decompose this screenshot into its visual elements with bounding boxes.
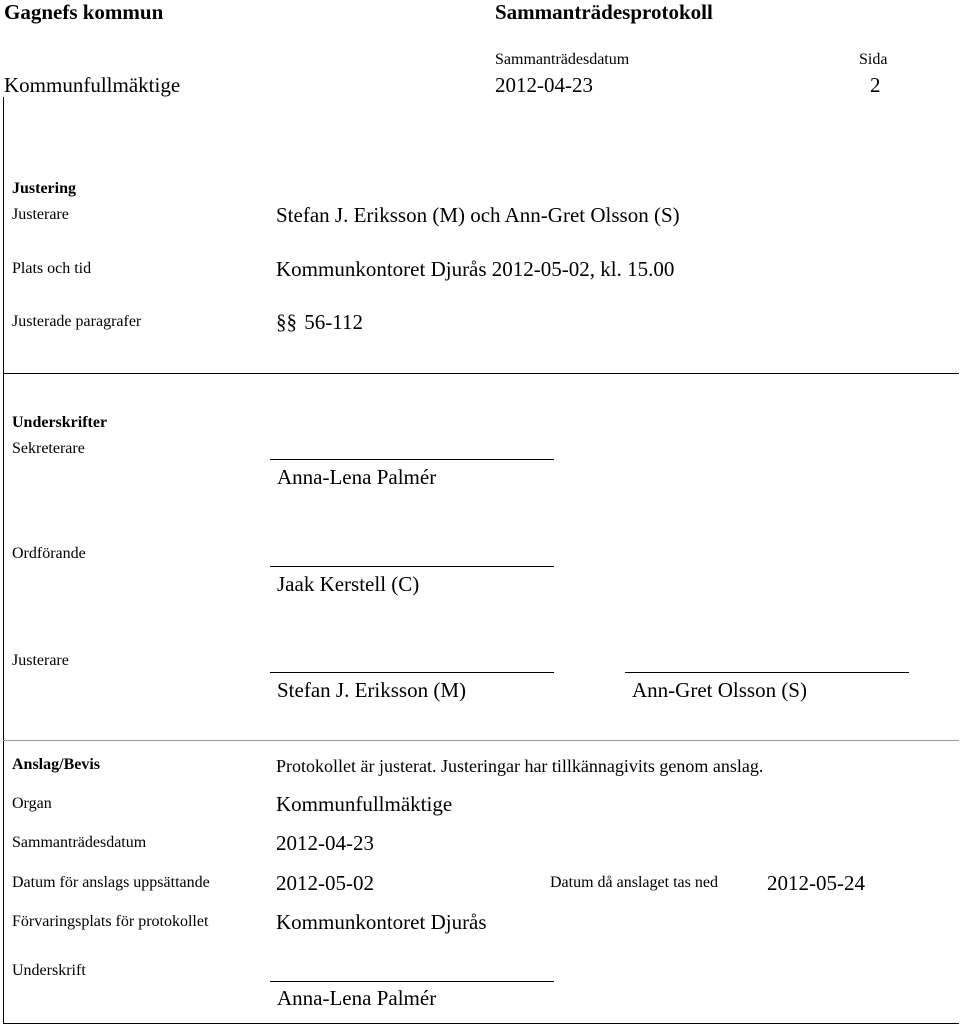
plats-label: Plats och tid xyxy=(12,260,92,277)
justerare-2-name: Ann-Gret Olsson (S) xyxy=(632,678,807,702)
underskrift-label: Underskrift xyxy=(12,962,86,979)
sekreterare-name: Anna-Lena Palmér xyxy=(277,465,437,489)
meeting-date-label: Sammanträdesdatum xyxy=(495,51,630,68)
ordforande-name: Jaak Kerstell (C) xyxy=(277,572,420,596)
organ-value: Kommunfullmäktige xyxy=(276,792,453,816)
justerare-1-name: Stefan J. Eriksson (M) xyxy=(277,678,466,702)
justerare-1-signature-line xyxy=(270,672,554,673)
section-symbol: §§ xyxy=(276,310,297,334)
uppsattande-label: Datum för anslags uppsättande xyxy=(12,874,210,891)
paragrafer-label: Justerade paragrafer xyxy=(12,313,142,330)
sekreterare-signature-line xyxy=(270,459,554,460)
forvaring-value: Kommunkontoret Djurås xyxy=(276,910,487,934)
sammantradesdatum-value: 2012-04-23 xyxy=(276,831,374,855)
ordforande-label: Ordförande xyxy=(12,545,86,562)
frame-left-border xyxy=(3,97,4,1024)
paragrafer-value xyxy=(276,310,363,335)
sekreterare-label: Sekreterare xyxy=(12,440,85,457)
forvaring-label: Förvaringsplats för protokollet xyxy=(12,913,209,930)
anslag-heading: Anslag/Bevis xyxy=(12,756,101,773)
underskrifter-heading: Underskrifter xyxy=(12,414,108,431)
anslag-divider xyxy=(3,740,959,741)
justerare-label: Justerare xyxy=(12,206,69,223)
organization-name: Gagnefs kommun xyxy=(4,0,164,24)
frame-bottom-border xyxy=(3,1023,959,1024)
justering-heading: Justering xyxy=(12,180,76,197)
body-name: Kommunfullmäktige xyxy=(4,73,181,97)
underskrift-name: Anna-Lena Palmér xyxy=(277,986,437,1010)
nedtagande-value: 2012-05-24 xyxy=(767,871,865,895)
sammantradesdatum-label: Sammanträdesdatum xyxy=(12,834,147,851)
justerare-2-signature-line xyxy=(625,672,909,673)
page-number: 2 xyxy=(870,73,881,97)
organ-label: Organ xyxy=(12,795,52,812)
section-divider xyxy=(3,373,959,374)
paragrafer-range: 56-112 xyxy=(304,310,363,334)
nedtagande-label: Datum då anslaget tas ned xyxy=(550,874,718,891)
page-label: Sida xyxy=(859,51,888,68)
anslag-statement: Protokollet är justerat. Justeringar har tillkännagivits genom anslag. xyxy=(276,756,764,776)
ordforande-signature-line xyxy=(270,566,554,567)
meeting-date: 2012-04-23 xyxy=(495,73,593,97)
underskrift-signature-line xyxy=(270,981,554,982)
document-title: Sammanträdesprotokoll xyxy=(495,0,713,24)
justerare-signature-label: Justerare xyxy=(12,652,69,669)
uppsattande-value: 2012-05-02 xyxy=(276,871,374,895)
justerare-value: Stefan J. Eriksson (M) och Ann-Gret Olsson (S) xyxy=(276,203,680,227)
plats-value: Kommunkontoret Djurås 2012-05-02, kl. 15.00 xyxy=(276,257,675,281)
